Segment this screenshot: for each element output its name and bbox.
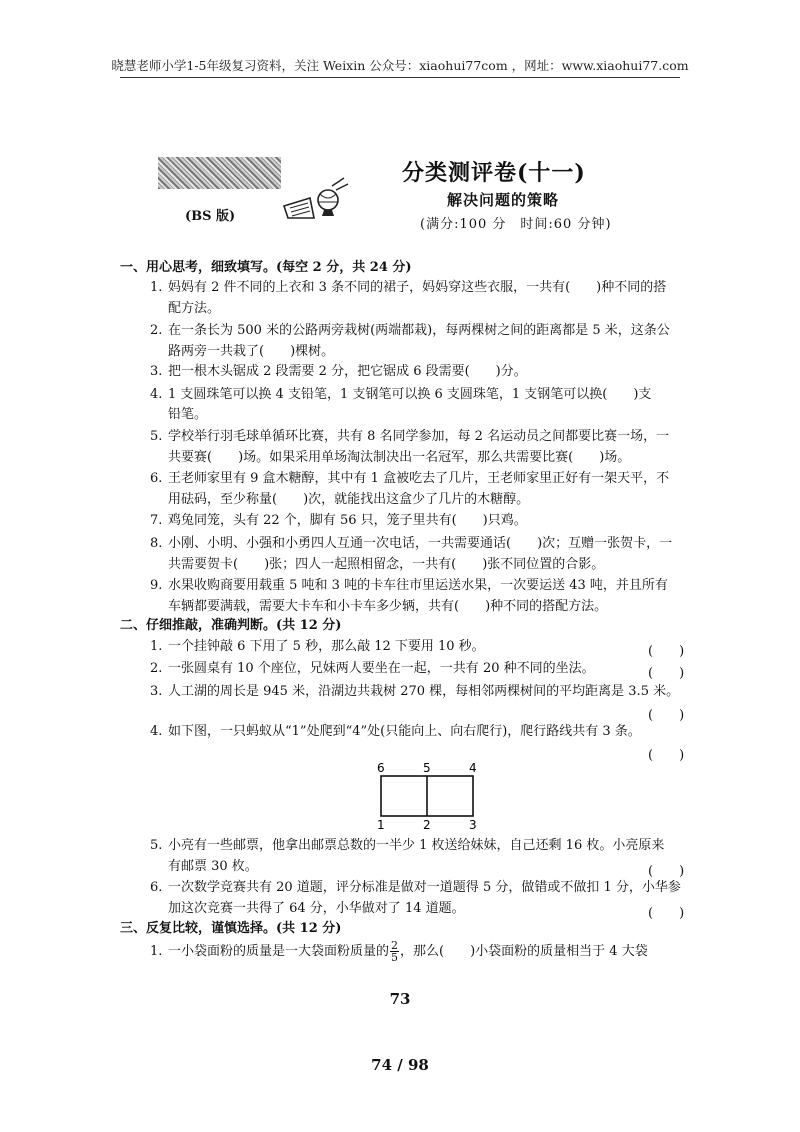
- question-1-5-cont: 共要赛( )场。如果采用单场淘汰制决出一名冠军，那么共需要比赛( )场。: [168, 450, 631, 465]
- judgment-blank[interactable]: ( ): [648, 708, 685, 723]
- grid-path-diagram: [345, 761, 477, 832]
- question-1-4-cont: 铅笔。: [168, 407, 208, 422]
- edition-label: (BS 版): [185, 209, 236, 224]
- question-text: 一张圆桌有 10 个座位，兄妹两人要坐在一起，一共有 20 种不同的坐法。: [168, 661, 595, 676]
- question-2-2: [150, 657, 690, 681]
- judgment-blank[interactable]: ( ): [648, 666, 685, 681]
- page-number: 73: [389, 990, 411, 1008]
- node-label-2: 2: [423, 818, 431, 832]
- page-subtitle: 解决问题的策略: [447, 191, 560, 209]
- question-number: 2.: [150, 661, 163, 676]
- book-and-globe-icon: [280, 176, 350, 220]
- question-1-7: [150, 509, 690, 533]
- question-1-1-cont: 配方法。: [168, 301, 221, 316]
- node-label-1: 1: [377, 818, 385, 832]
- question-number: 5.: [150, 429, 163, 444]
- question-text: 人工湖的周长是 945 米，沿湖边共栽树 270 棵，每相邻两棵树间的平均距离是 3.5 米。: [168, 684, 680, 699]
- question-1-9-cont: 车辆都要满载，需要大卡车和小卡车多少辆，共有( )种不同的搭配方法。: [168, 599, 608, 614]
- question-text: 一个挂钟敲 6 下用了 5 秒，那么敲 12 下要用 10 秒。: [168, 639, 485, 654]
- question-text-pre: 一小袋面粉的质量是一大袋面粉质量的: [168, 944, 390, 959]
- question-text: 把一根木头锯成 2 段需要 2 分，把它锯成 6 段需要( )分。: [168, 364, 527, 379]
- question-number: 9.: [150, 578, 163, 593]
- question-number: 1.: [150, 639, 163, 654]
- question-text: 王老师家里有 9 盒木糖醇，其中有 1 盒被吃去了几片，王老师家里正好有一架天平，不: [168, 471, 670, 486]
- section-1-heading: 一、用心思考，细致填写。(每空 2 分，共 24 分): [120, 260, 412, 275]
- question-text: 小亮有一些邮票，他拿出邮票总数的一半少 1 枚送给妹妹，自己还剩 16 枚。小亮原来: [168, 838, 665, 853]
- question-1-8-cont: 共需要贺卡( )张；四人一起照相留念，一共有( )张不同位置的合影。: [168, 557, 605, 572]
- node-label-6: 6: [377, 761, 385, 775]
- question-text: 鸡兔同笼，头有 22 个，脚有 56 只，笼子里共有( )只鸡。: [168, 513, 527, 528]
- question-number: 6.: [150, 471, 163, 486]
- textured-logo-block: [158, 157, 281, 189]
- question-number: 6.: [150, 880, 163, 895]
- score-time-info: (满分:100 分 时间:60 分钟): [420, 217, 612, 232]
- judgment-blank[interactable]: ( ): [648, 906, 685, 921]
- question-number: 7.: [150, 513, 163, 528]
- node-label-5: 5: [423, 761, 431, 775]
- question-text: 如下图，一只蚂蚁从“1”处爬到“4”处(只能向上、向右爬行)，爬行路线共有 3 条。: [168, 724, 641, 739]
- question-text: 妈妈有 2 件不同的上衣和 3 条不同的裙子，妈妈穿这些衣服，一共有( )种不同的搭: [168, 280, 667, 295]
- judgment-blank[interactable]: ( ): [648, 864, 685, 879]
- question-number: 1.: [150, 944, 163, 959]
- question-text: 小刚、小明、小强和小勇四人互通一次电话，一共需要通话( )次；互赠一张贺卡，一: [168, 536, 673, 551]
- fraction-numerator: 2: [391, 939, 399, 952]
- page-title: 分类测评卷(十一): [402, 160, 586, 186]
- question-number: 3.: [150, 364, 163, 379]
- node-label-3: 3: [469, 818, 477, 832]
- question-number: 8.: [150, 536, 163, 551]
- question-text-post: ，那么( )小袋面粉的质量相当于 4 大袋: [400, 944, 648, 959]
- question-text: 在一条长为 500 米的公路两旁栽树(两端都栽)，每两棵树之间的距离都是 5 米，这条公: [168, 323, 670, 338]
- question-text: 一次数学竞赛共有 20 道题，评分标准是做对一道题得 5 分，做错或不做扣 1 分，小华参: [168, 880, 681, 895]
- question-text: 学校举行羽毛球单循环比赛，共有 8 名同学参加，每 2 名运动员之间都要比赛一场，一: [168, 429, 670, 444]
- section-3-heading: 三、反复比较，谨慎选择。(共 12 分): [120, 921, 342, 936]
- question-2-5-cont: 有邮票 30 枚。: [168, 859, 258, 874]
- question-number: 3.: [150, 684, 163, 699]
- node-label-4: 4: [469, 761, 477, 775]
- header-divider: [120, 77, 680, 78]
- question-1-6-cont: 用砝码，至少称量( )次，就能找出这盒少了几片的木糖醇。: [168, 492, 530, 507]
- question-2-3: [150, 680, 690, 704]
- question-2-6-cont: 加这次竞赛一共得了 64 分，小华做对了 14 道题。: [168, 901, 465, 916]
- fraction-denominator: 5: [391, 951, 399, 964]
- site-header-text: 晓慧老师小学1-5年级复习资料，关注 Weixin 公众号：xiaohui77com ，网址：www.xiaohui77.com: [111, 58, 689, 73]
- section-2-heading: 二、仔细推敲，准确判断。(共 12 分): [120, 618, 342, 633]
- question-number: 4.: [150, 724, 163, 739]
- question-number: 2.: [150, 323, 163, 338]
- question-number: 4.: [150, 387, 163, 402]
- judgment-blank[interactable]: ( ): [648, 748, 685, 763]
- question-number: 5.: [150, 838, 163, 853]
- question-text: 1 支圆珠笔可以换 4 支铅笔，1 支钢笔可以换 6 支圆珠笔，1 支钢笔可以换( )支: [168, 387, 652, 402]
- question-2-4: [150, 720, 690, 744]
- judgment-blank[interactable]: ( ): [648, 644, 685, 659]
- question-text: 水果收购商要用载重 5 吨和 3 吨的卡车往市里运送水果，一次要运送 43 吨，并且所有: [168, 578, 668, 593]
- question-3-1: [150, 940, 690, 964]
- fraction: [390, 940, 399, 963]
- question-number: 1.: [150, 280, 163, 295]
- question-1-2-cont: 路两旁一共栽了( )棵树。: [168, 344, 335, 359]
- question-2-1: [150, 635, 690, 659]
- page-counter: 74 / 98: [371, 1056, 429, 1074]
- question-1-3: [150, 360, 690, 384]
